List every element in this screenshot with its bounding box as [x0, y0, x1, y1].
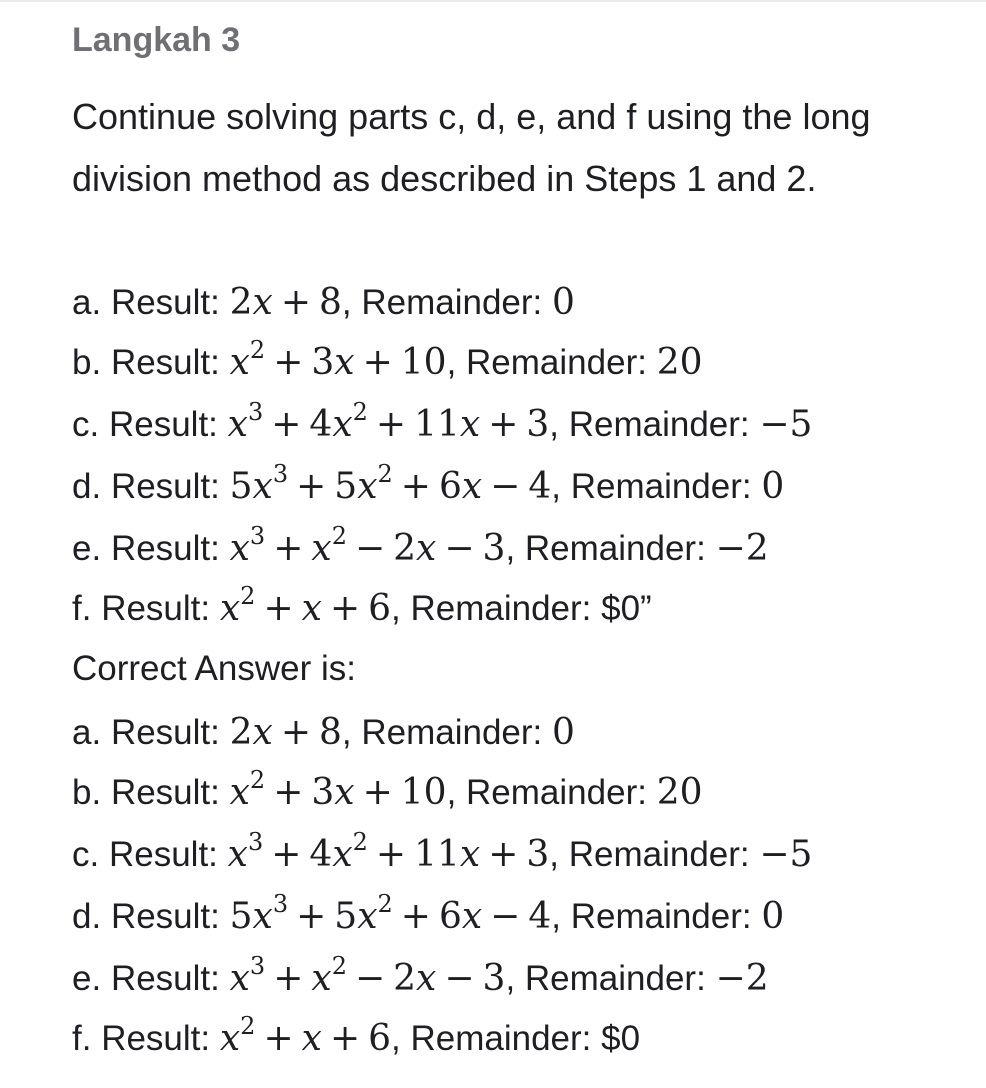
remainder-value: 20 — [656, 342, 703, 383]
step-title: Langkah 3 — [72, 21, 241, 59]
student-answer-f: f. Result: $x^2 + x + 6$, Remainder: $0” — [72, 582, 652, 629]
remainder-value: $0” — [601, 589, 652, 628]
remainder-value: 0 — [552, 712, 575, 753]
remainder-value: −5 — [759, 834, 813, 875]
top-divider — [0, 0, 986, 2]
result-expression: 2x + 8 — [229, 282, 342, 323]
remainder-value: $0 — [601, 1019, 641, 1058]
correct-answer-a: a. Result: 2x + 8, Remainder: 0 — [72, 712, 575, 753]
result-expression: $x^2 + x + 6$ — [219, 1012, 392, 1059]
remainder-value: 0 — [761, 466, 785, 507]
remainder-value: 20 — [656, 772, 703, 813]
remainder-value: 0 — [552, 282, 575, 323]
correct-answer-d: d. Result: $5x^3 + 5x^2 + 6x - 4$, Remainder: 0 — [72, 890, 785, 937]
student-answer-a: a. Result: 2x + 8, Remainder: 0 — [72, 282, 575, 323]
result-expression: $x^3 + x^2 - 2x - 3$ — [229, 522, 506, 569]
correct-answer-f: f. Result: $x^2 + x + 6$, Remainder: $0 — [72, 1012, 641, 1059]
remainder-value: −2 — [715, 528, 769, 569]
correct-answer-heading: Correct Answer is: — [72, 649, 356, 688]
student-answer-e: e. Result: $x^3 + x^2 - 2x - 3$, Remainder: −2 — [72, 522, 769, 569]
result-expression: $5x^3 + 5x^2 + 6x - 4$ — [229, 460, 552, 507]
student-answer-c: c. Result: $x^3 + 4x^2 + 11x + 3$, Remainder: −5 — [72, 398, 813, 445]
result-expression: $x^3 + 4x^2 + 11x + 3$ — [227, 828, 550, 875]
correct-answer-e: e. Result: $x^3 + x^2 - 2x - 3$, Remainder: −2 — [72, 952, 769, 999]
student-answer-b: b. Result: $x^2 + 3x + 10$, Remainder: 20 — [72, 336, 703, 383]
result-expression: $x^3 + 4x^2 + 11x + 3$ — [227, 398, 550, 445]
correct-answer-b: b. Result: $x^2 + 3x + 10$, Remainder: 20 — [72, 766, 703, 813]
result-expression: $x^3 + x^2 - 2x - 3$ — [229, 952, 506, 999]
remainder-value: −5 — [759, 404, 813, 445]
result-expression: $x^2 + 3x + 10$ — [229, 766, 447, 813]
step-instructions: Continue solving parts c, d, e, and f using the long division method as described in Steps 1 and 2. — [72, 96, 871, 199]
result-expression: $x^2 + x + 6$ — [219, 582, 392, 629]
student-answer-d: d. Result: $5x^3 + 5x^2 + 6x - 4$, Remainder: 0 — [72, 460, 785, 507]
remainder-value: 0 — [761, 896, 785, 937]
result-expression: 2x + 8 — [229, 712, 342, 753]
remainder-value: −2 — [715, 958, 769, 999]
result-expression: $5x^3 + 5x^2 + 6x - 4$ — [229, 890, 552, 937]
correct-answer-c: c. Result: $x^3 + 4x^2 + 11x + 3$, Remainder: −5 — [72, 828, 813, 875]
result-expression: $x^2 + 3x + 10$ — [229, 336, 447, 383]
